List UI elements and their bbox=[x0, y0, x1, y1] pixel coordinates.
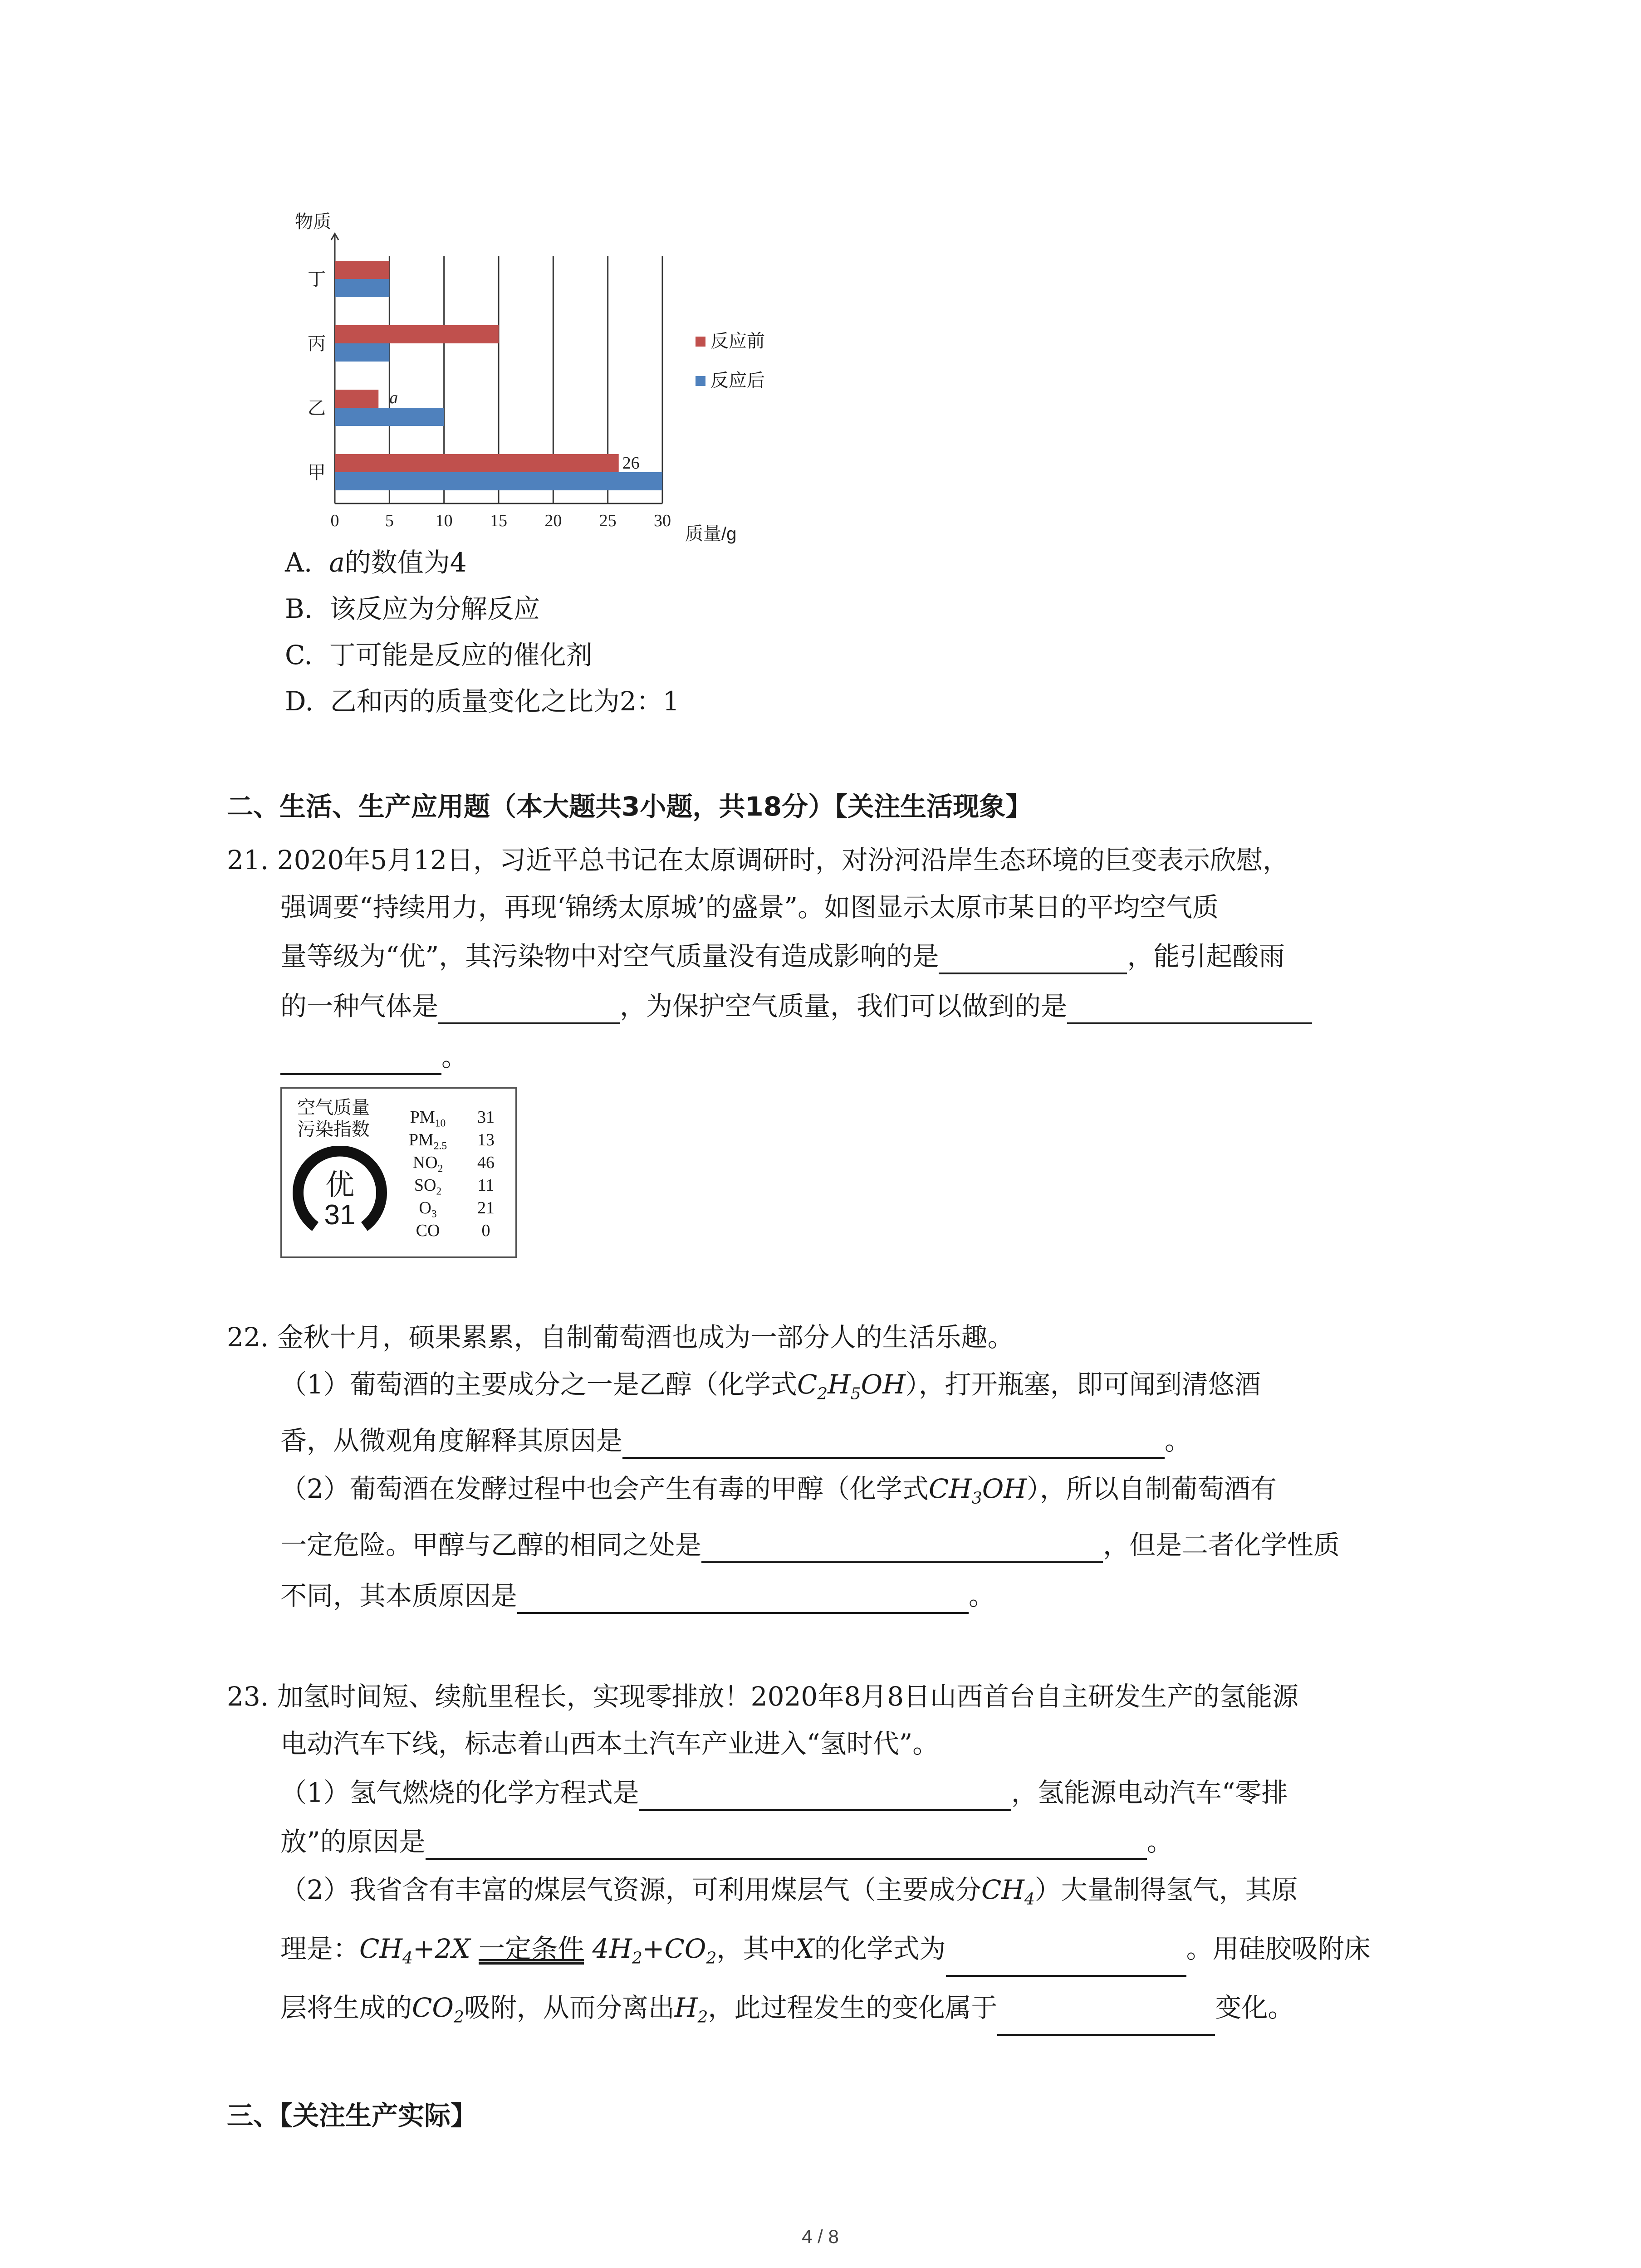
bar-before bbox=[335, 325, 499, 343]
option-text: 的数值为4 bbox=[344, 547, 467, 578]
answer-blank-micro-reason[interactable] bbox=[622, 1428, 1165, 1459]
q23-text: ，其中 bbox=[716, 1933, 796, 1964]
section-3-title: 三、【关注生产实际】 bbox=[227, 2100, 477, 2131]
q22-text: ），所以自制葡萄酒有 bbox=[1026, 1473, 1277, 1504]
q21-line-3 bbox=[280, 938, 1285, 974]
x-tick-label: 5 bbox=[385, 511, 394, 530]
q20-option-c bbox=[285, 637, 593, 673]
pollutant-value: 0 bbox=[481, 1221, 490, 1240]
pollutant-co: CO bbox=[416, 1221, 440, 1240]
q23-text: 变化。 bbox=[1215, 1992, 1294, 2023]
q22-text: 香，从微观角度解释其原因是 bbox=[280, 1425, 623, 1456]
aqi-title-1: 空气质量 bbox=[297, 1098, 370, 1118]
pollutant-value: 46 bbox=[477, 1153, 495, 1172]
x-tick-label: 30 bbox=[654, 511, 671, 530]
q21-line-4 bbox=[280, 988, 1312, 1024]
q22-line-5 bbox=[280, 1527, 1340, 1563]
bar-after bbox=[335, 472, 662, 490]
x-tick-label: 25 bbox=[599, 511, 617, 530]
q22-line-4 bbox=[280, 1471, 1277, 1517]
category-label: 丁 bbox=[308, 269, 326, 289]
answer-blank-similarity[interactable] bbox=[701, 1532, 1103, 1563]
pollutant-value: 13 bbox=[477, 1130, 495, 1149]
q23-text: 。 bbox=[1146, 1826, 1173, 1857]
q23-text: ，氢能源电动汽车“零排 bbox=[1011, 1777, 1288, 1808]
legend-swatch-after bbox=[696, 376, 705, 386]
category-label: 丙 bbox=[308, 334, 326, 354]
q20-option-a bbox=[285, 544, 467, 581]
q22-text: 不同，其本质原因是 bbox=[280, 1580, 518, 1611]
q21-text: ，能引起酸雨 bbox=[1127, 941, 1285, 972]
bar-after bbox=[335, 279, 389, 297]
q23-text: ）大量制得氢气，其原 bbox=[1034, 1874, 1298, 1905]
answer-blank-change-type[interactable] bbox=[997, 2005, 1215, 2036]
option-text: 丁可能是反应的催化剂 bbox=[329, 640, 593, 670]
q22-text: 。 bbox=[969, 1580, 995, 1611]
reaction-products: $4H_2+CO_2$ bbox=[592, 1933, 717, 1968]
q23-text: 。用硅胶吸附床 bbox=[1186, 1933, 1371, 1964]
bar-before bbox=[335, 390, 378, 408]
q23-line-4 bbox=[280, 1823, 1173, 1860]
bar-after bbox=[335, 408, 444, 426]
page-number: 4 / 8 bbox=[802, 2226, 839, 2247]
q22-text: 一定危险。甲醇与乙醇的相同之处是 bbox=[280, 1530, 702, 1560]
q23-text: 放”的原因是 bbox=[280, 1826, 426, 1857]
chart-xlabel: 质量/g bbox=[685, 524, 737, 544]
formula-co2: $CO_2$ bbox=[412, 1992, 464, 2027]
answer-blank-acid-rain-gas[interactable] bbox=[438, 993, 620, 1024]
x-tick-label: 20 bbox=[544, 511, 562, 530]
option-label: D. bbox=[285, 686, 314, 717]
q23-text: （2）我省含有丰富的煤层气资源，可利用煤层气（主要成分 bbox=[280, 1874, 981, 1905]
annotation-a: a bbox=[389, 388, 398, 407]
answer-blank-no-effect[interactable] bbox=[939, 943, 1127, 974]
q23-line-6 bbox=[280, 1931, 1371, 1977]
answer-blank-protect-air[interactable] bbox=[1067, 993, 1312, 1024]
pollutant-pm10: $PM_{10}$ bbox=[410, 1108, 446, 1129]
q22-line-2 bbox=[280, 1366, 1261, 1413]
formula-methane: $CH_4$ bbox=[981, 1874, 1035, 1909]
air-quality-panel bbox=[280, 1087, 517, 1258]
pollutant-no2: $NO_2$ bbox=[412, 1153, 443, 1175]
reaction-reactants: $CH_4+2X$ bbox=[359, 1933, 470, 1968]
option-label: B. bbox=[285, 593, 313, 624]
q22-text: （2）葡萄酒在发酵过程中也会产生有毒的甲醇（化学式 bbox=[280, 1473, 929, 1504]
unknown-x: X bbox=[795, 1933, 814, 1964]
section-2-title: 二、生活、生产应用题（本大题共3小题，共18分）【关注生活现象】 bbox=[227, 791, 1032, 822]
chart-ylabel: 物质 bbox=[295, 212, 331, 232]
q21-line-2: 强调要“持续用力，再现‘锦绣太原城’的盛景”。如图显示太原市某日的平均空气质 bbox=[280, 892, 1219, 923]
pollutant-so2: $SO_2$ bbox=[414, 1176, 442, 1198]
q23-line-3 bbox=[280, 1774, 1288, 1811]
q23-line-5 bbox=[280, 1872, 1298, 1918]
q21-text: 量等级为“优”，其污染物中对空气质量没有造成影响的是 bbox=[280, 941, 939, 972]
q21-text: ，为保护空气质量，我们可以做到的是 bbox=[620, 991, 1068, 1022]
pollutant-pm25: $PM_{2.5}$ bbox=[408, 1130, 447, 1152]
option-text: 该反应为分解反应 bbox=[329, 593, 540, 624]
legend-swatch-before bbox=[696, 337, 705, 347]
formula-methanol: $CH_3OH$ bbox=[928, 1473, 1027, 1508]
bar-before bbox=[335, 454, 619, 472]
answer-blank-equation[interactable] bbox=[639, 1780, 1011, 1811]
category-label: 甲 bbox=[308, 463, 326, 483]
q23-text: 理是： bbox=[280, 1933, 360, 1964]
legend-label-after: 反应后 bbox=[710, 371, 765, 391]
q22-line-1: 22. 金秋十月，硕果累累，自制葡萄酒也成为一部分人的生活乐趣。 bbox=[227, 1322, 1014, 1353]
option-var: a bbox=[329, 547, 345, 578]
pollutant-value: 31 bbox=[477, 1108, 495, 1127]
aqi-index: 31 bbox=[324, 1199, 356, 1231]
annotation-26: 26 bbox=[622, 454, 640, 473]
q21-text: 。 bbox=[441, 1041, 468, 1072]
q23-line-7 bbox=[280, 1989, 1294, 2036]
q23-text: 的化学式为 bbox=[814, 1933, 946, 1964]
bar-before bbox=[335, 261, 389, 279]
option-label: C. bbox=[285, 640, 313, 670]
q23-line-1: 23. 加氢时间短、续航里程长，实现零排放！2020年8月8日山西首台自主研发生产的氢能源 bbox=[227, 1681, 1299, 1712]
pollutant-value: 11 bbox=[477, 1176, 495, 1195]
x-tick-label: 10 bbox=[435, 511, 453, 530]
answer-blank-x-formula[interactable] bbox=[946, 1946, 1186, 1977]
option-label: A. bbox=[285, 547, 313, 578]
q23-text: 层将生成的 bbox=[280, 1992, 412, 2023]
q23-text: ，此过程发生的变化属于 bbox=[708, 1992, 998, 2023]
answer-blank-zero-emission[interactable] bbox=[426, 1829, 1147, 1860]
q23-line-2: 电动汽车下线，标志着山西本土汽车产业进入“氢时代”。 bbox=[280, 1728, 939, 1759]
pollutant-o3: $O_3$ bbox=[419, 1198, 437, 1220]
x-tick-label: 0 bbox=[330, 511, 339, 530]
bar-after bbox=[335, 343, 389, 362]
reaction-condition: 一定条件 bbox=[479, 1933, 584, 1964]
q21-line-1: 21. 2020年5月12日，习近平总书记在太原调研时，对汾河沿岸生态环境的巨变表示欣慰， bbox=[227, 845, 1289, 875]
q22-line-6 bbox=[280, 1578, 995, 1614]
q20-option-d bbox=[285, 683, 680, 719]
q22-line-3 bbox=[280, 1422, 1191, 1459]
pollutant-value: 21 bbox=[477, 1198, 495, 1217]
x-tick-label: 15 bbox=[490, 511, 507, 530]
aqi-level: 优 bbox=[325, 1168, 354, 1202]
q23-text: 吸附，从而分离出 bbox=[464, 1992, 675, 2023]
formula-ethanol: $C_2H_5OH$ bbox=[797, 1369, 906, 1403]
q21-line-5 bbox=[280, 1039, 468, 1075]
q22-text: 。 bbox=[1165, 1425, 1191, 1456]
q23-text: （1）氢气燃烧的化学方程式是 bbox=[280, 1777, 639, 1808]
aqi-title-2: 污染指数 bbox=[297, 1119, 370, 1139]
q22-text: ，但是二者化学性质 bbox=[1103, 1530, 1340, 1560]
category-label: 乙 bbox=[308, 398, 326, 418]
formula-h2: $H_2$ bbox=[674, 1992, 708, 2027]
q20-option-b bbox=[285, 591, 540, 627]
legend-label-before: 反应前 bbox=[710, 331, 765, 351]
q21-text: 的一种气体是 bbox=[280, 991, 439, 1022]
q22-text: ），打开瓶塞，即可闻到清悠酒 bbox=[905, 1369, 1261, 1400]
reaction-mass-chart bbox=[254, 200, 798, 562]
q22-text: （1）葡萄酒的主要成分之一是乙醇（化学式 bbox=[280, 1369, 797, 1400]
option-text: 乙和丙的质量变化之比为2：1 bbox=[330, 686, 680, 717]
answer-blank-protect-air-cont[interactable] bbox=[280, 1044, 441, 1075]
answer-blank-essential-reason[interactable] bbox=[517, 1583, 969, 1614]
